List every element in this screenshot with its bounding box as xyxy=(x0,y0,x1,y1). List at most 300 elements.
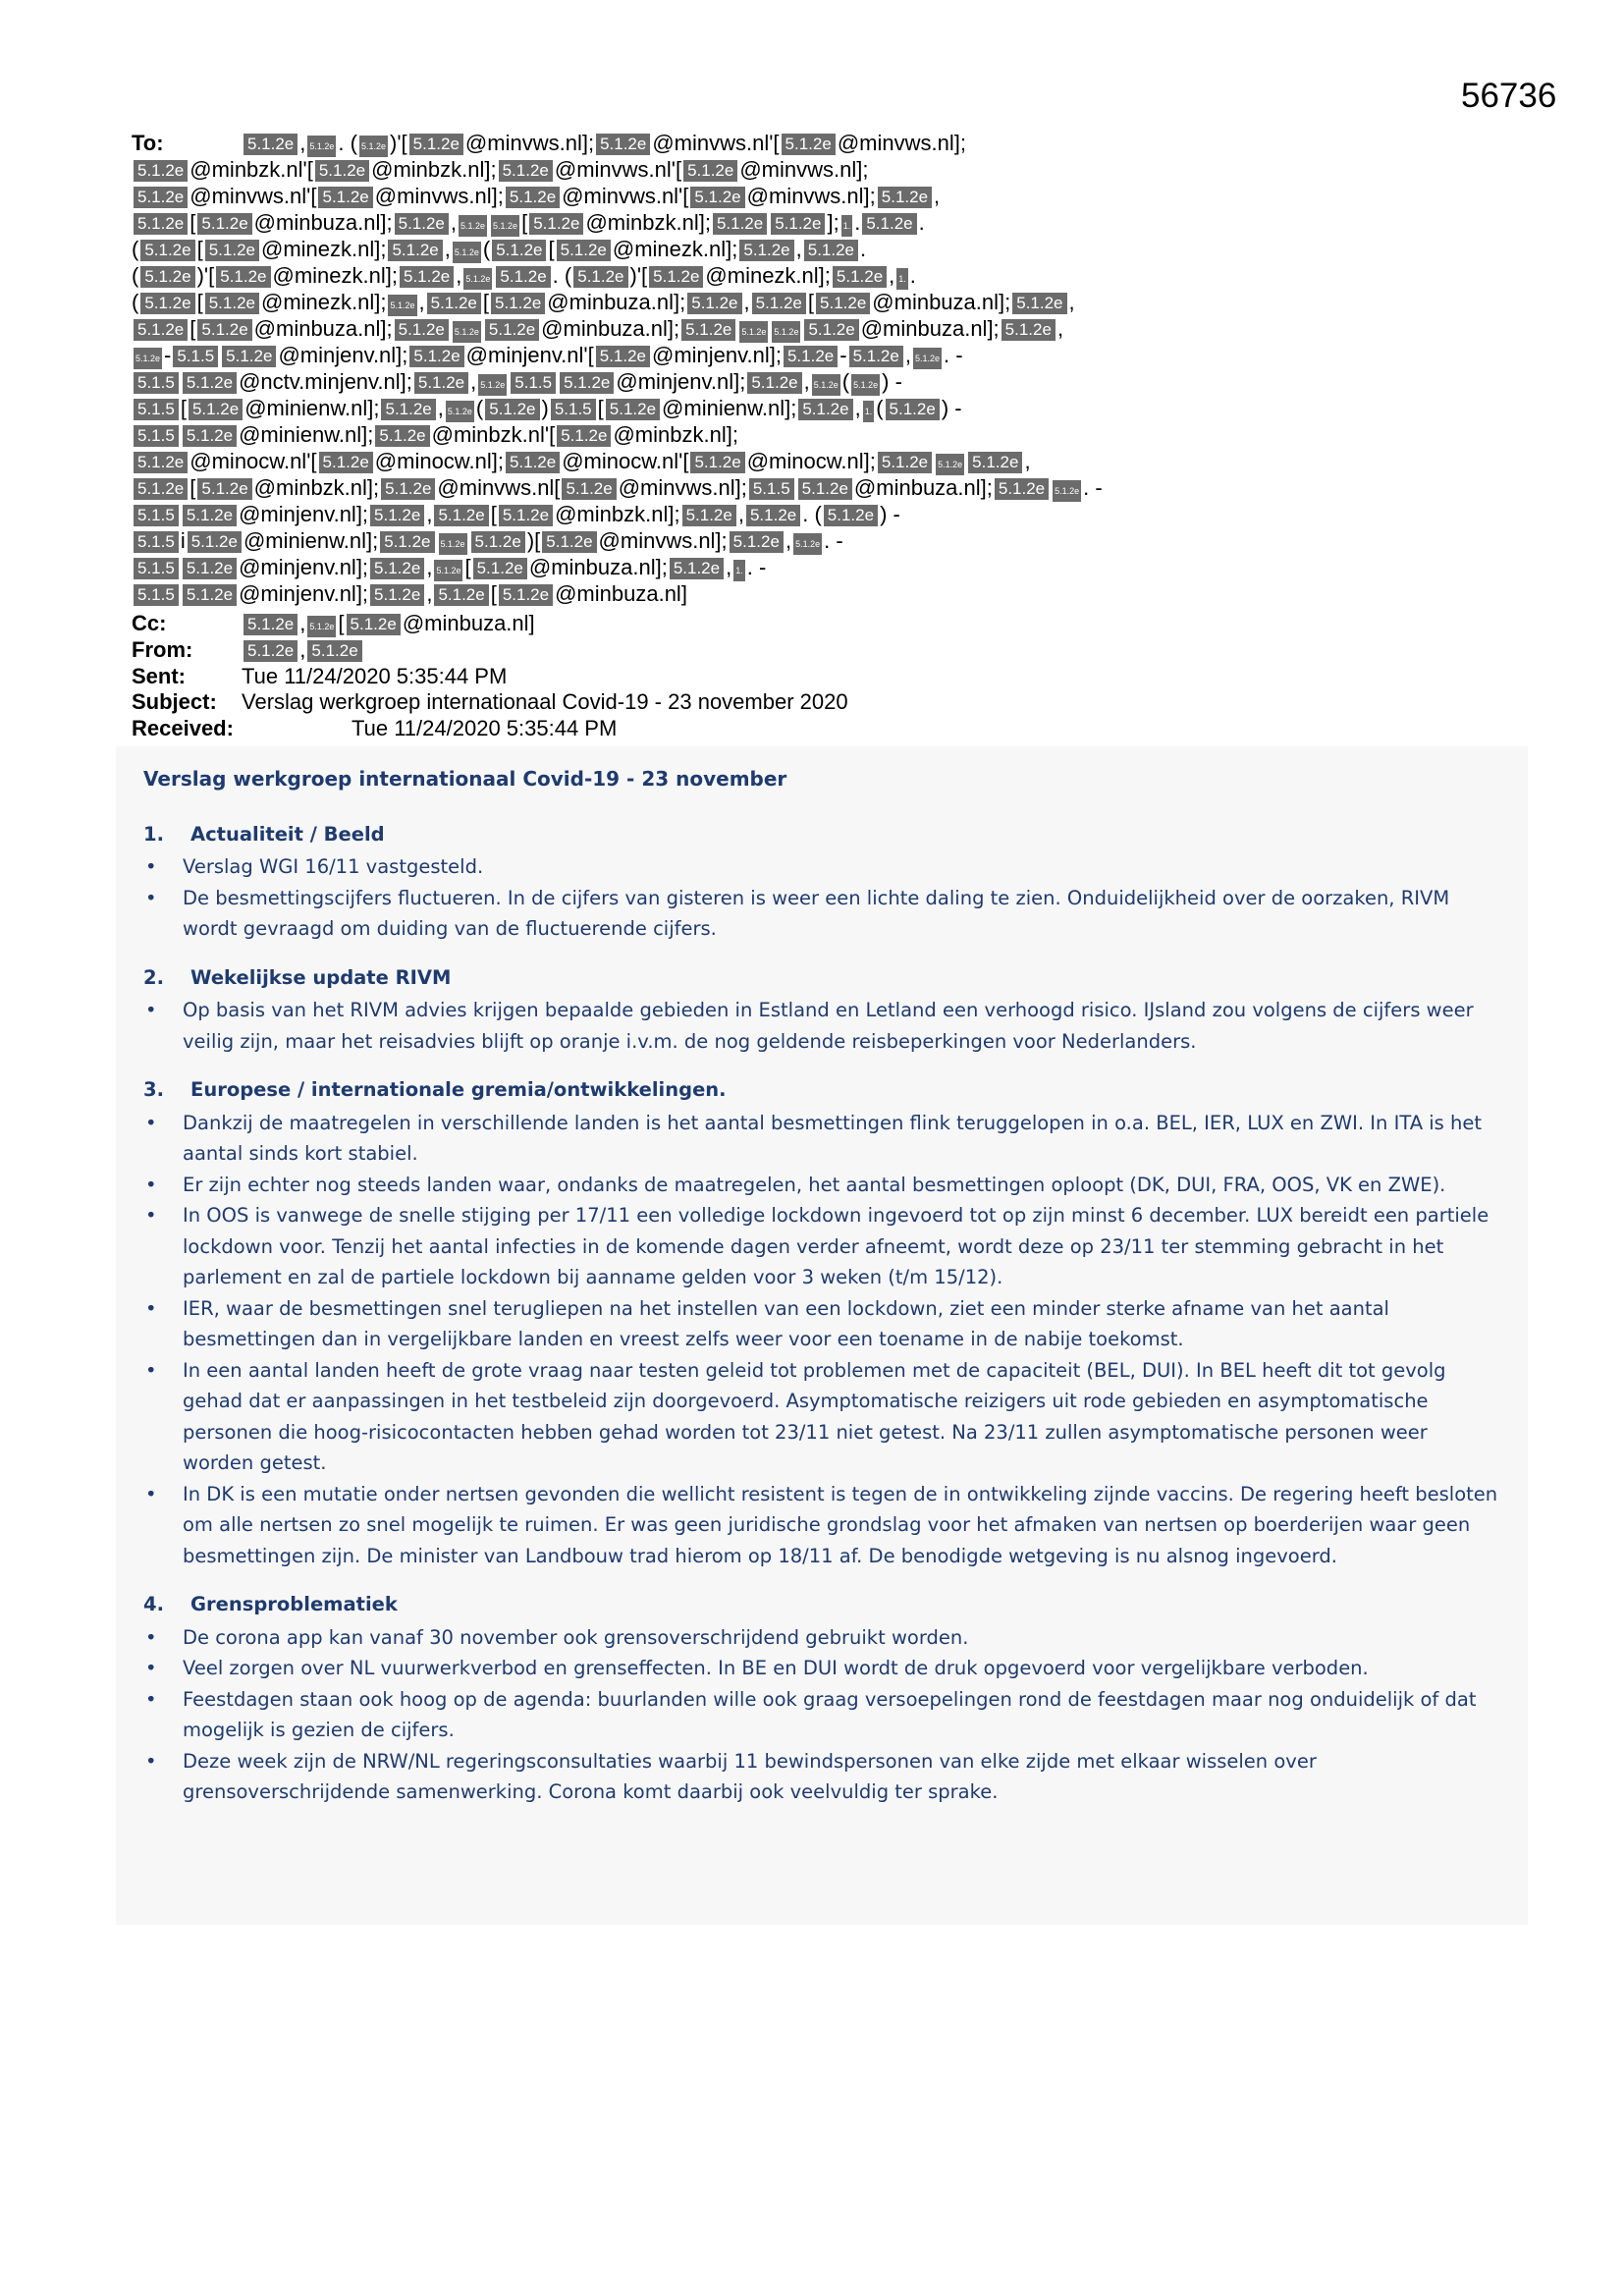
redaction-box: 5.1.2e xyxy=(347,614,401,635)
address-text: ) - xyxy=(882,369,902,394)
address-text: @minvws.nl'[ xyxy=(189,184,317,208)
section xyxy=(143,1589,1498,1808)
address-text: ( xyxy=(132,237,139,261)
redaction-box: 5.1.2e xyxy=(471,531,525,553)
address-text: ]; xyxy=(827,210,839,235)
redaction-box: 5.1.2e xyxy=(205,240,259,261)
address-text: , xyxy=(299,131,306,155)
redaction-box: 5.1.2e xyxy=(670,558,724,579)
address-text: . xyxy=(854,210,861,235)
redaction-box: 5.1.2e xyxy=(307,616,336,637)
address-text: @minvws.nl]; xyxy=(374,184,504,208)
address-text: . ( xyxy=(802,502,822,526)
address-text: @minocw.nl'[ xyxy=(562,449,689,473)
address-text: , xyxy=(426,502,433,526)
address-text: , xyxy=(456,263,462,288)
redaction-box: 5.1.2e xyxy=(459,215,487,237)
address-text: @minvws.nl'[ xyxy=(554,157,682,182)
redaction-box: 5.1.2e xyxy=(134,160,188,182)
address-text: [ xyxy=(548,237,555,261)
sent-label: Sent: xyxy=(132,663,186,688)
redaction-box: 1. xyxy=(841,215,853,237)
address-text: , xyxy=(743,290,750,314)
address-text: @minbzk.nl'[ xyxy=(189,157,313,182)
redaction-box: 5.1.2e xyxy=(747,372,801,394)
redaction-box: 5.1.2e xyxy=(140,240,194,261)
section-number: 2. xyxy=(143,965,164,989)
redaction-box: 5.1.2e xyxy=(713,213,767,235)
address-text: [ xyxy=(189,316,196,341)
address-text: @nctv.minjenv.nl]; xyxy=(239,369,412,394)
redaction-box: 5.1.2e xyxy=(782,134,836,155)
bullet-item: • Verslag WGI 16/11 vastgesteld. xyxy=(143,851,1498,883)
redaction-box: 5.1.2e xyxy=(134,452,188,473)
to-line xyxy=(132,209,1506,236)
redaction-box: 5.1.2e xyxy=(1001,319,1056,341)
redaction-box: 5.1.2e xyxy=(798,399,852,420)
bullet-item: • De besmettingscijfers fluctueren. In de cijfers van gisteren is weer een lichte daling te zien. Onduidelijkheid over de oorzaken, RIVM wordt gevraagd om duiding van de fluctuerende cijfers. xyxy=(143,883,1498,945)
redaction-box: 5.1.5 xyxy=(134,425,179,447)
address-text: @minvws.nl]; xyxy=(464,131,595,155)
redaction-box: 5.1.2e xyxy=(560,372,614,394)
redaction-box: 5.1.2e xyxy=(140,266,194,288)
address-text: , xyxy=(1068,290,1075,314)
address-text: , xyxy=(934,184,941,208)
redaction-box: 5.1.2e xyxy=(833,266,887,288)
address-text: . - xyxy=(824,528,843,553)
address-text: . xyxy=(918,210,925,235)
redaction-box: 5.1.5 xyxy=(134,399,179,420)
address-text: @minjenv.nl]; xyxy=(239,502,369,526)
address-text: @minbzk.nl]; xyxy=(585,210,711,235)
redaction-box: 5.1.5 xyxy=(173,346,218,367)
address-text: [ xyxy=(464,555,471,579)
address-text: @minocw.nl]; xyxy=(746,449,876,473)
redaction-box: 5.1.2e xyxy=(798,478,852,500)
address-text: @minbuza.nl] xyxy=(555,581,687,606)
address-text: @minvws.nl]; xyxy=(746,184,876,208)
address-text: @minienw.nl]; xyxy=(244,396,380,420)
redaction-box: 5.1.2e xyxy=(380,531,434,553)
to-line xyxy=(132,395,1506,421)
redaction-box: 5.1.2e xyxy=(244,614,298,635)
redaction-box: 5.1.2e xyxy=(205,293,259,314)
address-text: @minbuza.nl]; xyxy=(860,316,1000,341)
address-text: @minvws.nl[ xyxy=(437,475,561,500)
redaction-box: 5.1.2e xyxy=(739,240,793,261)
redaction-box: 5.1.2e xyxy=(499,584,553,606)
redaction-box: 5.1.2e xyxy=(370,505,424,526)
address-text: [ xyxy=(180,396,187,420)
redaction-box: 5.1.5 xyxy=(134,372,179,394)
received-value: Tue 11/24/2020 5:35:44 PM xyxy=(352,715,618,740)
address-text: . ( xyxy=(338,131,357,155)
subject-label: Subject: xyxy=(132,689,217,715)
bullet-item: • IER, waar de besmettingen snel terugliepen na het instellen van een lockdown, ziet een minder sterke afname van het aantal besmettingen dan in vergelijkbare landen en vreest zelfs weer voor een toename in de nabije toekomst. xyxy=(143,1293,1498,1355)
bullet-item: • Dankzij de maatregelen in verschillende landen is het aantal besmettingen flink teruggelopen in o.a. BEL, IER, LUX en ZWI. In ITA is het aantal sinds kort stabiel. xyxy=(143,1108,1498,1170)
bullet-item: • Op basis van het RIVM advies krijgen bepaalde gebieden in Estland en Letland een verhoogd risico. IJsland zou volgens de cijfers weer veilig zijn, maar het reisadvies blijft op oranje i.v.m. de nog geldende reisbeperkingen voor Nederlanders. xyxy=(143,995,1498,1057)
bullet-item: • In OOS is vanwege de snelle stijging per 17/11 een volledige lockdown ingevoerd tot op zijn minst 6 december. LUX bereidt een partiele lockdown voor. Tenzij het aantal infecties in de komende dagen verder afneemt, wordt deze op 23/11 ter stemming gebracht in het parlement en zal de partiele lockdown bij aanname gelden voor 3 weken (t/m 15/12). xyxy=(143,1200,1498,1293)
redaction-box: 5.1.2e xyxy=(1012,293,1066,314)
address-text: ( xyxy=(841,369,850,394)
to-line xyxy=(132,183,1506,209)
address-text: , xyxy=(426,581,433,606)
address-text: , xyxy=(737,502,744,526)
address-text: ( xyxy=(132,290,139,314)
to-line xyxy=(132,448,1506,474)
address-text: , xyxy=(418,290,425,314)
address-text: , xyxy=(904,343,911,367)
address-text: , xyxy=(795,237,802,261)
section-number: 3. xyxy=(143,1078,164,1101)
redaction-box: 5.1.5 xyxy=(134,558,179,579)
to-line xyxy=(132,156,1506,183)
address-text: . - xyxy=(943,343,963,367)
redaction-box: 5.1.2e xyxy=(682,505,736,526)
redaction-box: 5.1.2e xyxy=(319,452,373,473)
address-text: ) - xyxy=(880,502,900,526)
redaction-box: 5.1.2e xyxy=(812,374,840,396)
redaction-box: 5.1.5 xyxy=(134,505,179,526)
address-text: @minezk.nl]; xyxy=(612,237,738,261)
redaction-box: 5.1.2e xyxy=(816,293,870,314)
redaction-box: 5.1.2e xyxy=(473,558,527,579)
body-title: Verslag werkgroep internationaal Covid-19 - 23 november xyxy=(143,767,787,791)
redaction-box: 5.1.2e xyxy=(134,348,162,369)
bullet-item: • In DK is een mutatie onder nertsen gevonden die wellicht resistent is tegen de in ontwikkeling zijnde vaccins. De regering heeft besloten om alle nertsen zo snel mogelijk te ruimen. Er was geen juridische grondslag voor het afmaken van nertsen op boerderijen waar geen besmettingen zijn. De minister van Landbouw trad hierom op 18/11 af. De benodigde wetgeving is nu alsnog ingevoerd. xyxy=(143,1479,1498,1572)
section-title xyxy=(143,1589,1498,1620)
cc-value xyxy=(242,611,535,635)
address-text: , xyxy=(450,210,457,235)
redaction-box: 5.1.2e xyxy=(529,213,583,235)
subject-row xyxy=(132,689,848,716)
address-text: , xyxy=(470,369,477,394)
redaction-box: 5.1.2e xyxy=(683,160,737,182)
redaction-box: 5.1.2e xyxy=(409,346,463,367)
message-meta xyxy=(132,611,848,741)
redaction-box: 5.1.2e xyxy=(851,374,880,396)
address-text: [ xyxy=(490,502,497,526)
redaction-box: 5.1.2e xyxy=(222,346,276,367)
address-text: )'[ xyxy=(196,263,215,288)
redaction-box: 5.1.2e xyxy=(414,372,468,394)
redaction-box: 5.1.2e xyxy=(496,266,550,288)
redaction-box: 5.1.2e xyxy=(573,266,627,288)
redaction-box: 5.1.2e xyxy=(434,560,462,581)
section-number: 4. xyxy=(143,1593,164,1615)
address-text: ( xyxy=(876,396,884,420)
address-text: @minbuza.nl] xyxy=(402,611,535,635)
bullet-item: • De corona app kan vanaf 30 november ook grensoverschrijdend gebruikt worden. xyxy=(143,1622,1498,1654)
address-text: [ xyxy=(521,210,528,235)
address-text: . - xyxy=(746,555,767,579)
redaction-box: 5.1.2e xyxy=(562,478,616,500)
to-line xyxy=(132,289,1506,315)
redaction-box: 5.1.2e xyxy=(804,319,858,341)
from-value xyxy=(242,637,364,662)
address-text: @minjenv.nl]; xyxy=(239,581,369,606)
redaction-box: 5.1.2e xyxy=(395,319,449,341)
redaction-box: 5.1.2e xyxy=(188,531,242,553)
section xyxy=(143,819,1498,945)
message-body xyxy=(143,764,1498,1826)
redaction-box: 5.1.2e xyxy=(739,321,768,343)
address-text: , xyxy=(726,555,732,579)
redaction-box: 5.1.2e xyxy=(878,452,932,473)
bullet-item: • Veel zorgen over NL vuurwerkverbod en grenseffecten. In BE en DUI wordt de druk opgevoerd voor vergelijkbare verboden. xyxy=(143,1653,1498,1684)
address-text: , xyxy=(426,555,433,579)
redaction-box: 5.1.2e xyxy=(370,584,424,606)
address-text: , xyxy=(444,237,451,261)
redaction-box: 5.1.2e xyxy=(690,452,744,473)
bullet-item: • In een aantal landen heeft de grote vraag naar testen geleid tot problemen met de capaciteit (BEL, DUI). In BEL heeft dit tot gevolg gehad dat er aanpassingen in het testbeleid zijn doorgevoerd. Asymptomatische reizigers uit rode gebieden en asymptomatische personen die hoog-risicocontacten hebben gehad worden tot 23/11 niet getest. Na 23/11 zullen asymptomatische personen weer worden getest. xyxy=(143,1355,1498,1479)
to-line xyxy=(132,315,1506,342)
address-text: @minbzk.nl'[ xyxy=(431,422,556,447)
redaction-box: 5.1.2e xyxy=(388,295,416,316)
redaction-box: 5.1.2e xyxy=(752,293,806,314)
to-line xyxy=(132,368,1506,395)
redaction-box: 5.1.2e xyxy=(381,478,435,500)
redaction-box: 5.1.2e xyxy=(134,213,188,235)
redaction-box: 5.1.2e xyxy=(434,584,488,606)
bullet-list xyxy=(143,1622,1498,1808)
redaction-box: 5.1.2e xyxy=(687,293,741,314)
redaction-box: 1. xyxy=(863,401,875,422)
address-text: - xyxy=(839,343,847,367)
redaction-box: 5.1.2e xyxy=(995,478,1049,500)
section-title-text: Grensproblematiek xyxy=(190,1593,398,1615)
sent-row xyxy=(132,664,848,690)
address-text: [ xyxy=(189,210,196,235)
address-text: [ xyxy=(597,396,604,420)
redaction-box: 5.1.2e xyxy=(197,478,251,500)
address-text: , xyxy=(1024,449,1031,473)
redaction-box: 5.1.2e xyxy=(681,319,735,341)
redaction-box: 5.1.2e xyxy=(134,187,188,208)
bullet-item: • Feestdagen staan ook hoog op de agenda: buurlanden wille ook graag versoepelingen rond de feestdagen maar nog onduidelijk of dat mogelijk is gezien de cijfers. xyxy=(143,1684,1498,1746)
subject-value: Verslag werkgroep internationaal Covid-19 - 23 november 2020 xyxy=(242,689,848,715)
redaction-box: 5.1.2e xyxy=(491,215,519,237)
address-text: @minjenv.nl'[ xyxy=(465,343,594,367)
bullet-list xyxy=(143,995,1498,1057)
address-text: @minvws.nl]; xyxy=(598,528,728,553)
redaction-box: 5.1.2e xyxy=(499,160,553,182)
address-text: @minbuza.nl]; xyxy=(253,316,393,341)
address-text: , xyxy=(1056,316,1064,341)
address-text: [ xyxy=(807,290,815,314)
address-text: @minbzk.nl]; xyxy=(613,422,738,447)
address-text: [ xyxy=(196,290,203,314)
redaction-box: 5.1.2e xyxy=(388,240,442,261)
redaction-box: 5.1.2e xyxy=(793,533,822,555)
redaction-box: 5.1.2e xyxy=(375,425,429,447)
section-title xyxy=(143,962,1498,994)
redaction-box: 5.1.2e xyxy=(596,134,650,155)
address-text: @minbzk.nl]; xyxy=(555,502,680,526)
sent-value: Tue 11/24/2020 5:35:44 PM xyxy=(242,663,508,688)
redaction-box: 5.1.2e xyxy=(453,242,481,263)
address-text: @minocw.nl'[ xyxy=(189,449,317,473)
redaction-box: 5.1.2e xyxy=(862,213,916,235)
redaction-box: 5.1.2e xyxy=(1053,480,1081,502)
redaction-box: 5.1.2e xyxy=(381,399,435,420)
to-line xyxy=(132,580,1506,607)
redaction-box: 5.1.2e xyxy=(936,454,964,475)
bullet-item: • Deze week zijn de NRW/NL regeringsconsultaties waarbij 11 bewindspersonen van elke zijde met elkaar wisselen over grensoverschrijdende samenwerking. Corona komt daarbij ook veelvuldig ter sprake. xyxy=(143,1746,1498,1808)
section-title-text: Europese / internationale gremia/ontwikkelingen. xyxy=(190,1078,727,1101)
section-title-text: Wekelijkse update RIVM xyxy=(190,965,452,989)
section xyxy=(143,1074,1498,1571)
redaction-box: 5.1.2e xyxy=(307,136,336,157)
address-text: @minjenv.nl]; xyxy=(652,343,782,367)
to-line xyxy=(132,421,1506,448)
address-text: [ xyxy=(482,290,490,314)
address-text: @minbzk.nl]; xyxy=(371,157,497,182)
redaction-box: 5.1.2e xyxy=(409,134,463,155)
redaction-box: 5.1.2e xyxy=(446,401,474,422)
bullet-item: • Er zijn echter nog steeds landen waar, ondanks de maatregelen, het aantal besmettingen oploopt (DK, DUI, FRA, OOS, VK en ZWE). xyxy=(143,1170,1498,1201)
redaction-box: 5.1.2e xyxy=(499,505,553,526)
redaction-box: 5.1.2e xyxy=(746,505,800,526)
address-text: , xyxy=(854,396,861,420)
redaction-box: 5.1.2e xyxy=(439,533,467,555)
redaction-box: 5.1.2e xyxy=(315,160,369,182)
address-text: @minocw.nl]; xyxy=(374,449,504,473)
redaction-box: 5.1.2e xyxy=(968,452,1022,473)
address-text: , xyxy=(889,263,895,288)
received-label: Received: xyxy=(132,715,234,740)
redaction-box: 5.1.2e xyxy=(506,187,560,208)
redaction-box: 5.1.2e xyxy=(771,213,825,235)
to-line xyxy=(132,501,1506,527)
address-text: @minienw.nl]; xyxy=(243,528,379,553)
redaction-box: 5.1.2e xyxy=(784,346,838,367)
redaction-box: 5.1.2e xyxy=(506,452,560,473)
section-title-text: Actualiteit / Beeld xyxy=(190,822,385,846)
address-text: ( xyxy=(475,396,484,420)
address-text: . xyxy=(860,237,867,261)
redaction-box: 5.1.2e xyxy=(557,240,611,261)
section-title xyxy=(143,819,1498,850)
to-line xyxy=(132,236,1506,262)
redaction-box: 5.1.2e xyxy=(189,399,243,420)
redaction-box: 5.1.2e xyxy=(478,374,507,396)
address-text: @minbuza.nl]; xyxy=(541,316,680,341)
address-text: @minvws.nl]; xyxy=(739,157,869,182)
redaction-box: 5.1.2e xyxy=(913,348,942,369)
redaction-box: 5.1.2e xyxy=(197,319,251,341)
address-text: @minbuza.nl]; xyxy=(872,290,1011,314)
redaction-box: 5.1.2e xyxy=(400,266,454,288)
redaction-box: 5.1.2e xyxy=(140,293,194,314)
redaction-box: 5.1.2e xyxy=(492,240,546,261)
redaction-box: 5.1.2e xyxy=(370,558,424,579)
redaction-box: 5.1.2e xyxy=(606,399,660,420)
redaction-box: 5.1.2e xyxy=(216,266,270,288)
to-line xyxy=(132,554,1506,580)
redaction-box: 5.1.2e xyxy=(183,505,237,526)
redaction-box: 5.1.5 xyxy=(551,399,596,420)
address-text: @minvws.nl'[ xyxy=(652,131,780,155)
sections xyxy=(143,819,1498,1808)
redaction-box: 5.1.2e xyxy=(183,558,237,579)
redaction-box: 5.1.2e xyxy=(134,319,188,341)
address-text: , xyxy=(299,611,306,635)
address-text: @minezk.nl]; xyxy=(260,290,387,314)
from-label: From: xyxy=(132,637,193,662)
address-text: @minienw.nl]; xyxy=(239,422,374,447)
address-text: @minbzk.nl]; xyxy=(253,475,380,500)
address-text: [ xyxy=(338,611,345,635)
redaction-box: 5.1.2e xyxy=(434,505,488,526)
address-text: . ( xyxy=(552,263,572,288)
redaction-box: 5.1.2e xyxy=(491,293,545,314)
recipients-block xyxy=(132,130,1506,607)
redaction-box: 5.1.5 xyxy=(511,372,556,394)
redaction-box: 5.1.2e xyxy=(649,266,703,288)
bullet-list xyxy=(143,851,1498,945)
address-text: . xyxy=(909,263,916,288)
section-title xyxy=(143,1074,1498,1106)
redaction-box: 5.1.2e xyxy=(485,399,539,420)
address-text: , xyxy=(785,528,792,553)
to-line xyxy=(132,527,1506,554)
redaction-box: 5.1.2e xyxy=(183,372,237,394)
document-number: 56736 xyxy=(1461,77,1557,115)
address-text: )[ xyxy=(526,528,541,553)
address-text: , xyxy=(299,637,306,662)
redaction-box: 5.1.2e xyxy=(485,319,539,341)
address-text: , xyxy=(803,369,810,394)
redaction-box: 5.1.2e xyxy=(886,399,940,420)
redaction-box: 5.1.2e xyxy=(878,187,932,208)
redaction-box: 5.1.2e xyxy=(244,640,298,662)
section-number: 1. xyxy=(143,822,164,846)
address-text: - xyxy=(164,343,172,367)
redaction-box: 5.1.2e xyxy=(772,321,800,343)
address-text: ( xyxy=(132,263,139,288)
address-text: @minezk.nl]; xyxy=(260,237,387,261)
redaction-box: 5.1.2e xyxy=(463,268,492,290)
address-text: )'[ xyxy=(390,131,407,155)
redaction-box: 5.1.2e xyxy=(849,346,903,367)
address-text: @minvws.nl]; xyxy=(618,475,747,500)
redaction-box: 5.1.2e xyxy=(690,187,744,208)
address-text: @minjenv.nl]; xyxy=(278,343,408,367)
redaction-box: 5.1.2e xyxy=(134,478,188,500)
cc-label: Cc: xyxy=(132,611,167,635)
redaction-box: 5.1.2e xyxy=(730,531,784,553)
address-text: [ xyxy=(189,475,196,500)
from-row xyxy=(132,637,848,664)
address-text: )'[ xyxy=(629,263,648,288)
cc-row xyxy=(132,611,848,637)
address-text: @minezk.nl]; xyxy=(705,263,831,288)
redaction-box: 5.1.2e xyxy=(824,505,878,526)
redaction-box: 1. xyxy=(733,560,745,581)
address-text: , xyxy=(437,396,444,420)
address-text: . - xyxy=(1083,475,1103,500)
redaction-box: 5.1.2e xyxy=(395,213,449,235)
redaction-box: 5.1.2e xyxy=(307,640,361,662)
to-line xyxy=(132,262,1506,289)
address-text: ) xyxy=(541,396,549,420)
to-line xyxy=(132,474,1506,501)
address-text: @minvws.nl'[ xyxy=(562,184,689,208)
redaction-box: 5.1.2e xyxy=(183,584,237,606)
to-line xyxy=(132,130,1506,156)
redaction-box: 5.1.2e xyxy=(596,346,650,367)
